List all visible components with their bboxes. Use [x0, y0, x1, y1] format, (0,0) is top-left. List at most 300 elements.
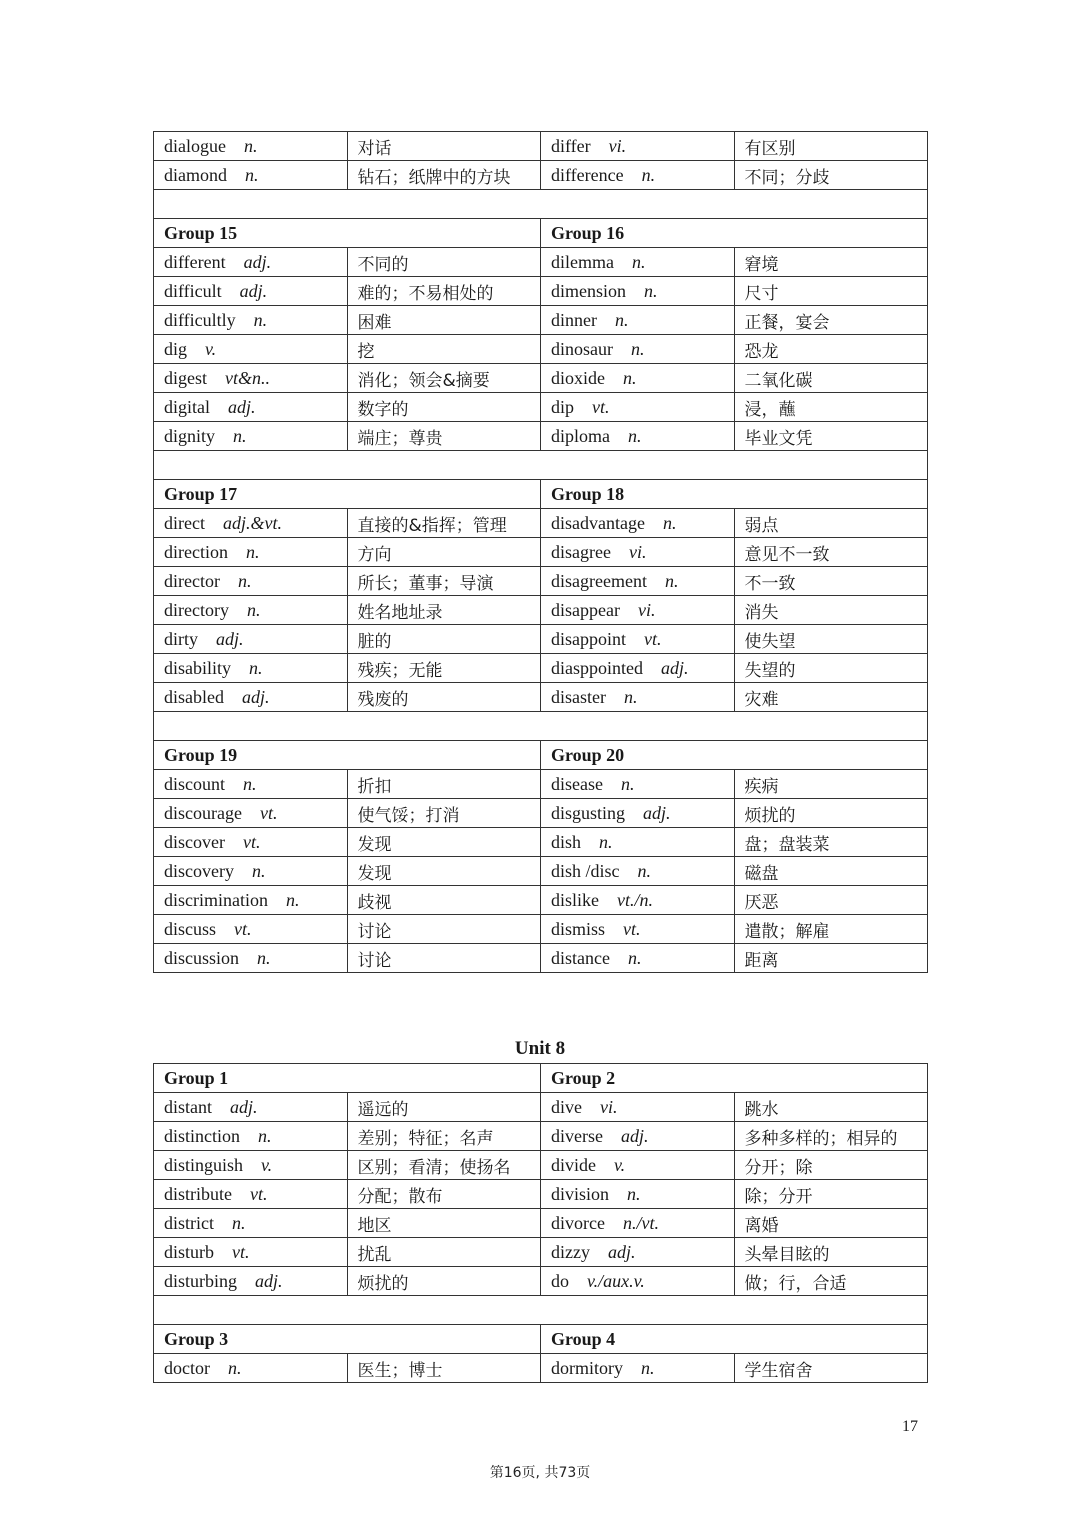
- english-word: difficultly: [164, 309, 236, 330]
- english-word: dormitory: [551, 1357, 623, 1378]
- english-word: dilemma: [551, 251, 614, 272]
- word-cell: [154, 248, 348, 277]
- chinese-meaning: 残疾；无能: [347, 654, 541, 683]
- part-of-speech: n.: [644, 280, 658, 301]
- part-of-speech: vt.: [259, 802, 278, 823]
- part-of-speech: adj.: [216, 628, 244, 649]
- unit-vocabulary-table: [153, 1063, 928, 1383]
- english-word: dinner: [551, 309, 597, 330]
- english-word: disappoint: [551, 628, 626, 649]
- english-word: dignity: [164, 425, 216, 446]
- table-row: [154, 944, 928, 973]
- english-word: discourage: [164, 802, 242, 823]
- english-word: discovery: [164, 860, 234, 881]
- part-of-speech: n.: [246, 599, 261, 620]
- part-of-speech: n.: [243, 135, 258, 156]
- chinese-meaning: 意见不一致: [734, 538, 928, 567]
- part-of-speech: n.: [628, 425, 642, 446]
- english-word: disadvantage: [551, 512, 645, 533]
- part-of-speech: adj.: [620, 1125, 649, 1146]
- english-word: directory: [164, 599, 229, 620]
- chinese-meaning: 浸，蘸: [734, 393, 928, 422]
- word-cell: [154, 1267, 348, 1296]
- english-word: disagree: [551, 541, 611, 562]
- word-cell: [154, 1238, 348, 1267]
- word-cell: [154, 770, 348, 799]
- word-cell: [541, 1238, 735, 1267]
- group-header-row: [154, 480, 928, 509]
- chinese-meaning: 使气馁；打消: [347, 799, 541, 828]
- table-row: [154, 915, 928, 944]
- part-of-speech: n./vt.: [622, 1212, 659, 1233]
- chinese-meaning: 讨论: [347, 944, 541, 973]
- part-of-speech: adj.: [230, 1096, 258, 1117]
- english-word: dish /disc: [551, 860, 620, 881]
- english-word: dirty: [164, 628, 198, 649]
- chinese-meaning: 烦扰的: [734, 799, 928, 828]
- part-of-speech: vi.: [637, 599, 656, 620]
- word-cell: [541, 248, 735, 277]
- part-of-speech: n.: [627, 1183, 641, 1204]
- word-cell: [154, 596, 348, 625]
- chinese-meaning: 盘；盘装菜: [734, 828, 928, 857]
- english-word: dish: [551, 831, 582, 852]
- chinese-meaning: 数字的: [347, 393, 541, 422]
- chinese-meaning: 遥远的: [347, 1093, 541, 1122]
- chinese-meaning: 头晕目眩的: [734, 1238, 928, 1267]
- table-row: [154, 828, 928, 857]
- word-cell: [541, 799, 735, 828]
- english-word: dismiss: [551, 918, 606, 939]
- spacer-row: [154, 451, 928, 480]
- table-row: [154, 1122, 928, 1151]
- english-word: dimension: [551, 280, 626, 301]
- chinese-meaning: 医生；博士: [347, 1354, 541, 1383]
- english-word: distribute: [164, 1183, 232, 1204]
- word-cell: [541, 944, 735, 973]
- word-cell: [154, 886, 348, 915]
- chinese-meaning: 厌恶: [734, 886, 928, 915]
- word-cell: [154, 1093, 348, 1122]
- part-of-speech: n.: [285, 889, 300, 910]
- table-row: [154, 335, 928, 364]
- table-row: [154, 1238, 928, 1267]
- table-row: [154, 509, 928, 538]
- chinese-meaning: 除；分开: [734, 1180, 928, 1209]
- english-word: discount: [164, 773, 225, 794]
- part-of-speech: adj.&vt.: [222, 512, 282, 533]
- english-word: digest: [164, 367, 207, 388]
- part-of-speech: adj.: [255, 1270, 283, 1291]
- part-of-speech: n.: [251, 860, 266, 881]
- word-cell: [541, 654, 735, 683]
- word-cell: [154, 335, 348, 364]
- word-cell: [154, 625, 348, 654]
- part-of-speech: n.: [620, 773, 635, 794]
- english-word: diverse: [551, 1125, 603, 1146]
- chinese-meaning: 发现: [347, 828, 541, 857]
- part-of-speech: n.: [614, 309, 629, 330]
- english-word: dialogue: [164, 135, 226, 156]
- english-word: discover: [164, 831, 225, 852]
- part-of-speech: vt.: [592, 396, 610, 417]
- spacer-row: [154, 712, 928, 741]
- chinese-meaning: 折扣: [347, 770, 541, 799]
- word-cell: [154, 1180, 348, 1209]
- word-cell: [541, 770, 735, 799]
- part-of-speech: n.: [631, 251, 646, 272]
- english-word: diploma: [551, 425, 610, 446]
- part-of-speech: adj.: [228, 396, 256, 417]
- word-cell: [154, 654, 348, 683]
- english-word: diamond: [164, 164, 227, 185]
- part-of-speech: n.: [627, 947, 642, 968]
- chinese-meaning: 发现: [347, 857, 541, 886]
- word-cell: [541, 1093, 735, 1122]
- english-word: discrimination: [164, 889, 268, 910]
- table-row: [154, 161, 928, 190]
- spacer-cell: [154, 1296, 928, 1325]
- part-of-speech: n.: [245, 541, 260, 562]
- part-of-speech: vt.: [242, 831, 261, 852]
- table-row: [154, 1267, 928, 1296]
- english-word: discuss: [164, 918, 217, 939]
- chinese-meaning: 姓名地址录: [347, 596, 541, 625]
- table-row: [154, 277, 928, 306]
- part-of-speech: vt.: [250, 1183, 268, 1204]
- chinese-meaning: 端庄；尊贵: [347, 422, 541, 451]
- part-of-speech: vt.: [623, 918, 641, 939]
- table-row: [154, 1151, 928, 1180]
- group-title: Group 1: [154, 1064, 541, 1093]
- table-row: [154, 393, 928, 422]
- english-word: direct: [164, 512, 205, 533]
- part-of-speech: n.: [623, 686, 638, 707]
- word-cell: [154, 1209, 348, 1238]
- vocabulary-table: [153, 131, 928, 973]
- english-word: division: [551, 1183, 610, 1204]
- group-title: Group 2: [541, 1064, 928, 1093]
- chinese-meaning: 多种多样的；相异的: [734, 1122, 928, 1151]
- table-row: [154, 654, 928, 683]
- english-word: distant: [164, 1096, 212, 1117]
- word-cell: [541, 567, 735, 596]
- part-of-speech: n.: [245, 164, 259, 185]
- chinese-meaning: 烦扰的: [347, 1267, 541, 1296]
- chinese-meaning: 挖: [347, 335, 541, 364]
- table-row: [154, 886, 928, 915]
- english-word: disturb: [164, 1241, 215, 1262]
- chinese-meaning: 难的；不易相处的: [347, 277, 541, 306]
- part-of-speech: v.: [614, 1154, 626, 1175]
- part-of-speech: adj.: [243, 251, 272, 272]
- english-word: digital: [164, 396, 210, 417]
- spacer-cell: [154, 712, 928, 741]
- chinese-meaning: 分配；散布: [347, 1180, 541, 1209]
- chinese-meaning: 差别；特征；名声: [347, 1122, 541, 1151]
- part-of-speech: vt.: [234, 918, 252, 939]
- english-word: distinguish: [164, 1154, 244, 1175]
- part-of-speech: v./aux.v.: [587, 1270, 645, 1291]
- word-cell: [154, 944, 348, 973]
- part-of-speech: v.: [205, 338, 217, 359]
- part-of-speech: n.: [662, 512, 677, 533]
- chinese-meaning: 地区: [347, 1209, 541, 1238]
- word-cell: [541, 1180, 735, 1209]
- english-word: diasppointed: [551, 657, 643, 678]
- english-word: dislike: [551, 889, 599, 910]
- part-of-speech: vi.: [628, 541, 647, 562]
- table-row: [154, 683, 928, 712]
- chinese-meaning: 不同的: [347, 248, 541, 277]
- word-cell: [154, 161, 348, 190]
- chinese-meaning: 灾难: [734, 683, 928, 712]
- chinese-meaning: 弱点: [734, 509, 928, 538]
- word-cell: [154, 509, 348, 538]
- unit-title: Unit 8: [514, 1038, 566, 1059]
- part-of-speech: adj.: [607, 1241, 636, 1262]
- table-row: [154, 799, 928, 828]
- word-cell: [154, 915, 348, 944]
- english-word: difference: [551, 164, 624, 185]
- table-row: [154, 1093, 928, 1122]
- word-cell: [154, 683, 348, 712]
- english-word: director: [164, 570, 220, 591]
- part-of-speech: n.: [641, 164, 656, 185]
- english-word: disturbing: [164, 1270, 238, 1291]
- part-of-speech: n.: [237, 570, 252, 591]
- chinese-meaning: 正餐，宴会: [734, 306, 928, 335]
- word-cell: [154, 828, 348, 857]
- chinese-meaning: 二氧化碳: [734, 364, 928, 393]
- english-word: disappear: [551, 599, 620, 620]
- english-word: direction: [164, 541, 228, 562]
- group-title: Group 3: [154, 1325, 541, 1354]
- word-cell: [154, 422, 348, 451]
- part-of-speech: vi.: [608, 135, 627, 156]
- chinese-meaning: 困难: [347, 306, 541, 335]
- group-title: Group 19: [154, 741, 541, 770]
- part-of-speech: n.: [233, 425, 247, 446]
- word-cell: [541, 915, 735, 944]
- part-of-speech: vi.: [600, 1096, 618, 1117]
- word-cell: [154, 364, 348, 393]
- spacer-cell: [154, 451, 928, 480]
- english-word: divide: [551, 1154, 596, 1175]
- part-of-speech: n.: [623, 367, 637, 388]
- chinese-meaning: 脏的: [347, 625, 541, 654]
- word-cell: [541, 625, 735, 654]
- chinese-meaning: 恐龙: [734, 335, 928, 364]
- english-word: divorce: [551, 1212, 605, 1233]
- chinese-meaning: 分开；除: [734, 1151, 928, 1180]
- chinese-meaning: 所长；董事；导演: [347, 567, 541, 596]
- table-row: [154, 306, 928, 335]
- english-word: disease: [551, 773, 603, 794]
- word-cell: [154, 799, 348, 828]
- part-of-speech: vt&n..: [225, 367, 270, 388]
- part-of-speech: n.: [258, 1125, 272, 1146]
- spacer-row: [154, 190, 928, 219]
- english-word: disaster: [551, 686, 606, 707]
- part-of-speech: n.: [249, 657, 263, 678]
- chinese-meaning: 歧视: [347, 886, 541, 915]
- page-number: 17: [902, 1418, 918, 1435]
- chinese-meaning: 距离: [734, 944, 928, 973]
- chinese-meaning: 消化；领会&摘要: [347, 364, 541, 393]
- part-of-speech: n.: [631, 338, 645, 359]
- english-word: dizzy: [551, 1241, 590, 1262]
- chinese-meaning: 窘境: [734, 248, 928, 277]
- part-of-speech: vt.: [644, 628, 662, 649]
- word-cell: [541, 277, 735, 306]
- chinese-meaning: 残废的: [347, 683, 541, 712]
- part-of-speech: adj.: [242, 686, 270, 707]
- word-cell: [541, 683, 735, 712]
- word-cell: [154, 393, 348, 422]
- chinese-meaning: 磁盘: [734, 857, 928, 886]
- chinese-meaning: 遣散；解雇: [734, 915, 928, 944]
- chinese-meaning: 有区别: [734, 132, 928, 161]
- english-word: dioxide: [551, 367, 605, 388]
- english-word: district: [164, 1212, 214, 1233]
- chinese-meaning: 钻石；纸牌中的方块: [347, 161, 541, 190]
- chinese-meaning: 跳水: [734, 1093, 928, 1122]
- english-word: disabled: [164, 686, 224, 707]
- word-cell: [154, 1151, 348, 1180]
- chinese-meaning: 做；行，合适: [734, 1267, 928, 1296]
- group-title: Group 4: [541, 1325, 928, 1354]
- part-of-speech: n.: [257, 947, 271, 968]
- group-title: Group 16: [541, 219, 928, 248]
- table-row: [154, 857, 928, 886]
- word-cell: [541, 1209, 735, 1238]
- word-cell: [541, 393, 735, 422]
- english-word: disgusting: [551, 802, 626, 823]
- chinese-meaning: 消失: [734, 596, 928, 625]
- word-cell: [541, 596, 735, 625]
- word-cell: [541, 422, 735, 451]
- group-title: Group 15: [154, 219, 541, 248]
- word-cell: [541, 828, 735, 857]
- table-row: [154, 567, 928, 596]
- group-header-row: [154, 219, 928, 248]
- group-title: Group 18: [541, 480, 928, 509]
- part-of-speech: vt.: [232, 1241, 250, 1262]
- english-word: discussion: [164, 947, 240, 968]
- chinese-meaning: 扰乱: [347, 1238, 541, 1267]
- table-row: [154, 364, 928, 393]
- part-of-speech: adj.: [661, 657, 689, 678]
- chinese-meaning: 尺寸: [734, 277, 928, 306]
- english-word: disability: [164, 657, 231, 678]
- english-word: dive: [551, 1096, 582, 1117]
- chinese-meaning: 不同；分歧: [734, 161, 928, 190]
- chinese-meaning: 方向: [347, 538, 541, 567]
- chinese-meaning: 学生宿舍: [734, 1354, 928, 1383]
- table-row: [154, 596, 928, 625]
- table-row: [154, 1209, 928, 1238]
- word-cell: [154, 567, 348, 596]
- chinese-meaning: 区别；看清；使扬名: [347, 1151, 541, 1180]
- chinese-meaning: 疾病: [734, 770, 928, 799]
- word-cell: [541, 1267, 735, 1296]
- part-of-speech: n.: [641, 1357, 655, 1378]
- english-word: dip: [551, 396, 575, 417]
- english-word: disagreement: [551, 570, 647, 591]
- chinese-meaning: 使失望: [734, 625, 928, 654]
- table-row: [154, 248, 928, 277]
- part-of-speech: n.: [232, 1212, 246, 1233]
- table-row: [154, 1354, 928, 1383]
- word-cell: [154, 306, 348, 335]
- part-of-speech: n.: [253, 309, 268, 330]
- english-word: dinosaur: [551, 338, 613, 359]
- english-word: distinction: [164, 1125, 240, 1146]
- part-of-speech: n.: [664, 570, 679, 591]
- english-word: doctor: [164, 1357, 210, 1378]
- chinese-meaning: 离婚: [734, 1209, 928, 1238]
- table-row: [154, 625, 928, 654]
- group-header-row: [154, 1064, 928, 1093]
- word-cell: [541, 509, 735, 538]
- word-cell: [154, 538, 348, 567]
- part-of-speech: v.: [261, 1154, 273, 1175]
- word-cell: [154, 277, 348, 306]
- word-cell: [541, 335, 735, 364]
- part-of-speech: n.: [243, 773, 257, 794]
- word-cell: [541, 306, 735, 335]
- part-of-speech: adj.: [239, 280, 268, 301]
- word-cell: [541, 857, 735, 886]
- group-title: Group 17: [154, 480, 541, 509]
- group-title: Group 20: [541, 741, 928, 770]
- word-cell: [154, 1354, 348, 1383]
- word-cell: [541, 1122, 735, 1151]
- chinese-meaning: 对话: [347, 132, 541, 161]
- table-row: [154, 538, 928, 567]
- english-word: difficult: [164, 280, 222, 301]
- word-cell: [541, 1151, 735, 1180]
- english-word: dig: [164, 338, 188, 359]
- spacer-cell: [154, 190, 928, 219]
- table-row: [154, 1180, 928, 1209]
- page-footer: 第16页, 共73页: [489, 1465, 591, 1481]
- part-of-speech: n.: [227, 1357, 242, 1378]
- table-row: [154, 422, 928, 451]
- word-cell: [541, 364, 735, 393]
- word-cell: [154, 857, 348, 886]
- english-word: distance: [551, 947, 610, 968]
- word-cell: [154, 132, 348, 161]
- table-row: [154, 770, 928, 799]
- part-of-speech: n.: [637, 860, 652, 881]
- chinese-meaning: 不一致: [734, 567, 928, 596]
- part-of-speech: vt./n.: [617, 889, 653, 910]
- part-of-speech: adj.: [643, 802, 671, 823]
- chinese-meaning: 失望的: [734, 654, 928, 683]
- spacer-row: [154, 1296, 928, 1325]
- group-header-row: [154, 1325, 928, 1354]
- english-word: differ: [551, 135, 591, 156]
- english-word: do: [551, 1270, 569, 1291]
- english-word: different: [164, 251, 226, 272]
- chinese-meaning: 毕业文凭: [734, 422, 928, 451]
- word-cell: [541, 132, 735, 161]
- chinese-meaning: 直接的&指挥；管理: [347, 509, 541, 538]
- word-cell: [541, 1354, 735, 1383]
- chinese-meaning: 讨论: [347, 915, 541, 944]
